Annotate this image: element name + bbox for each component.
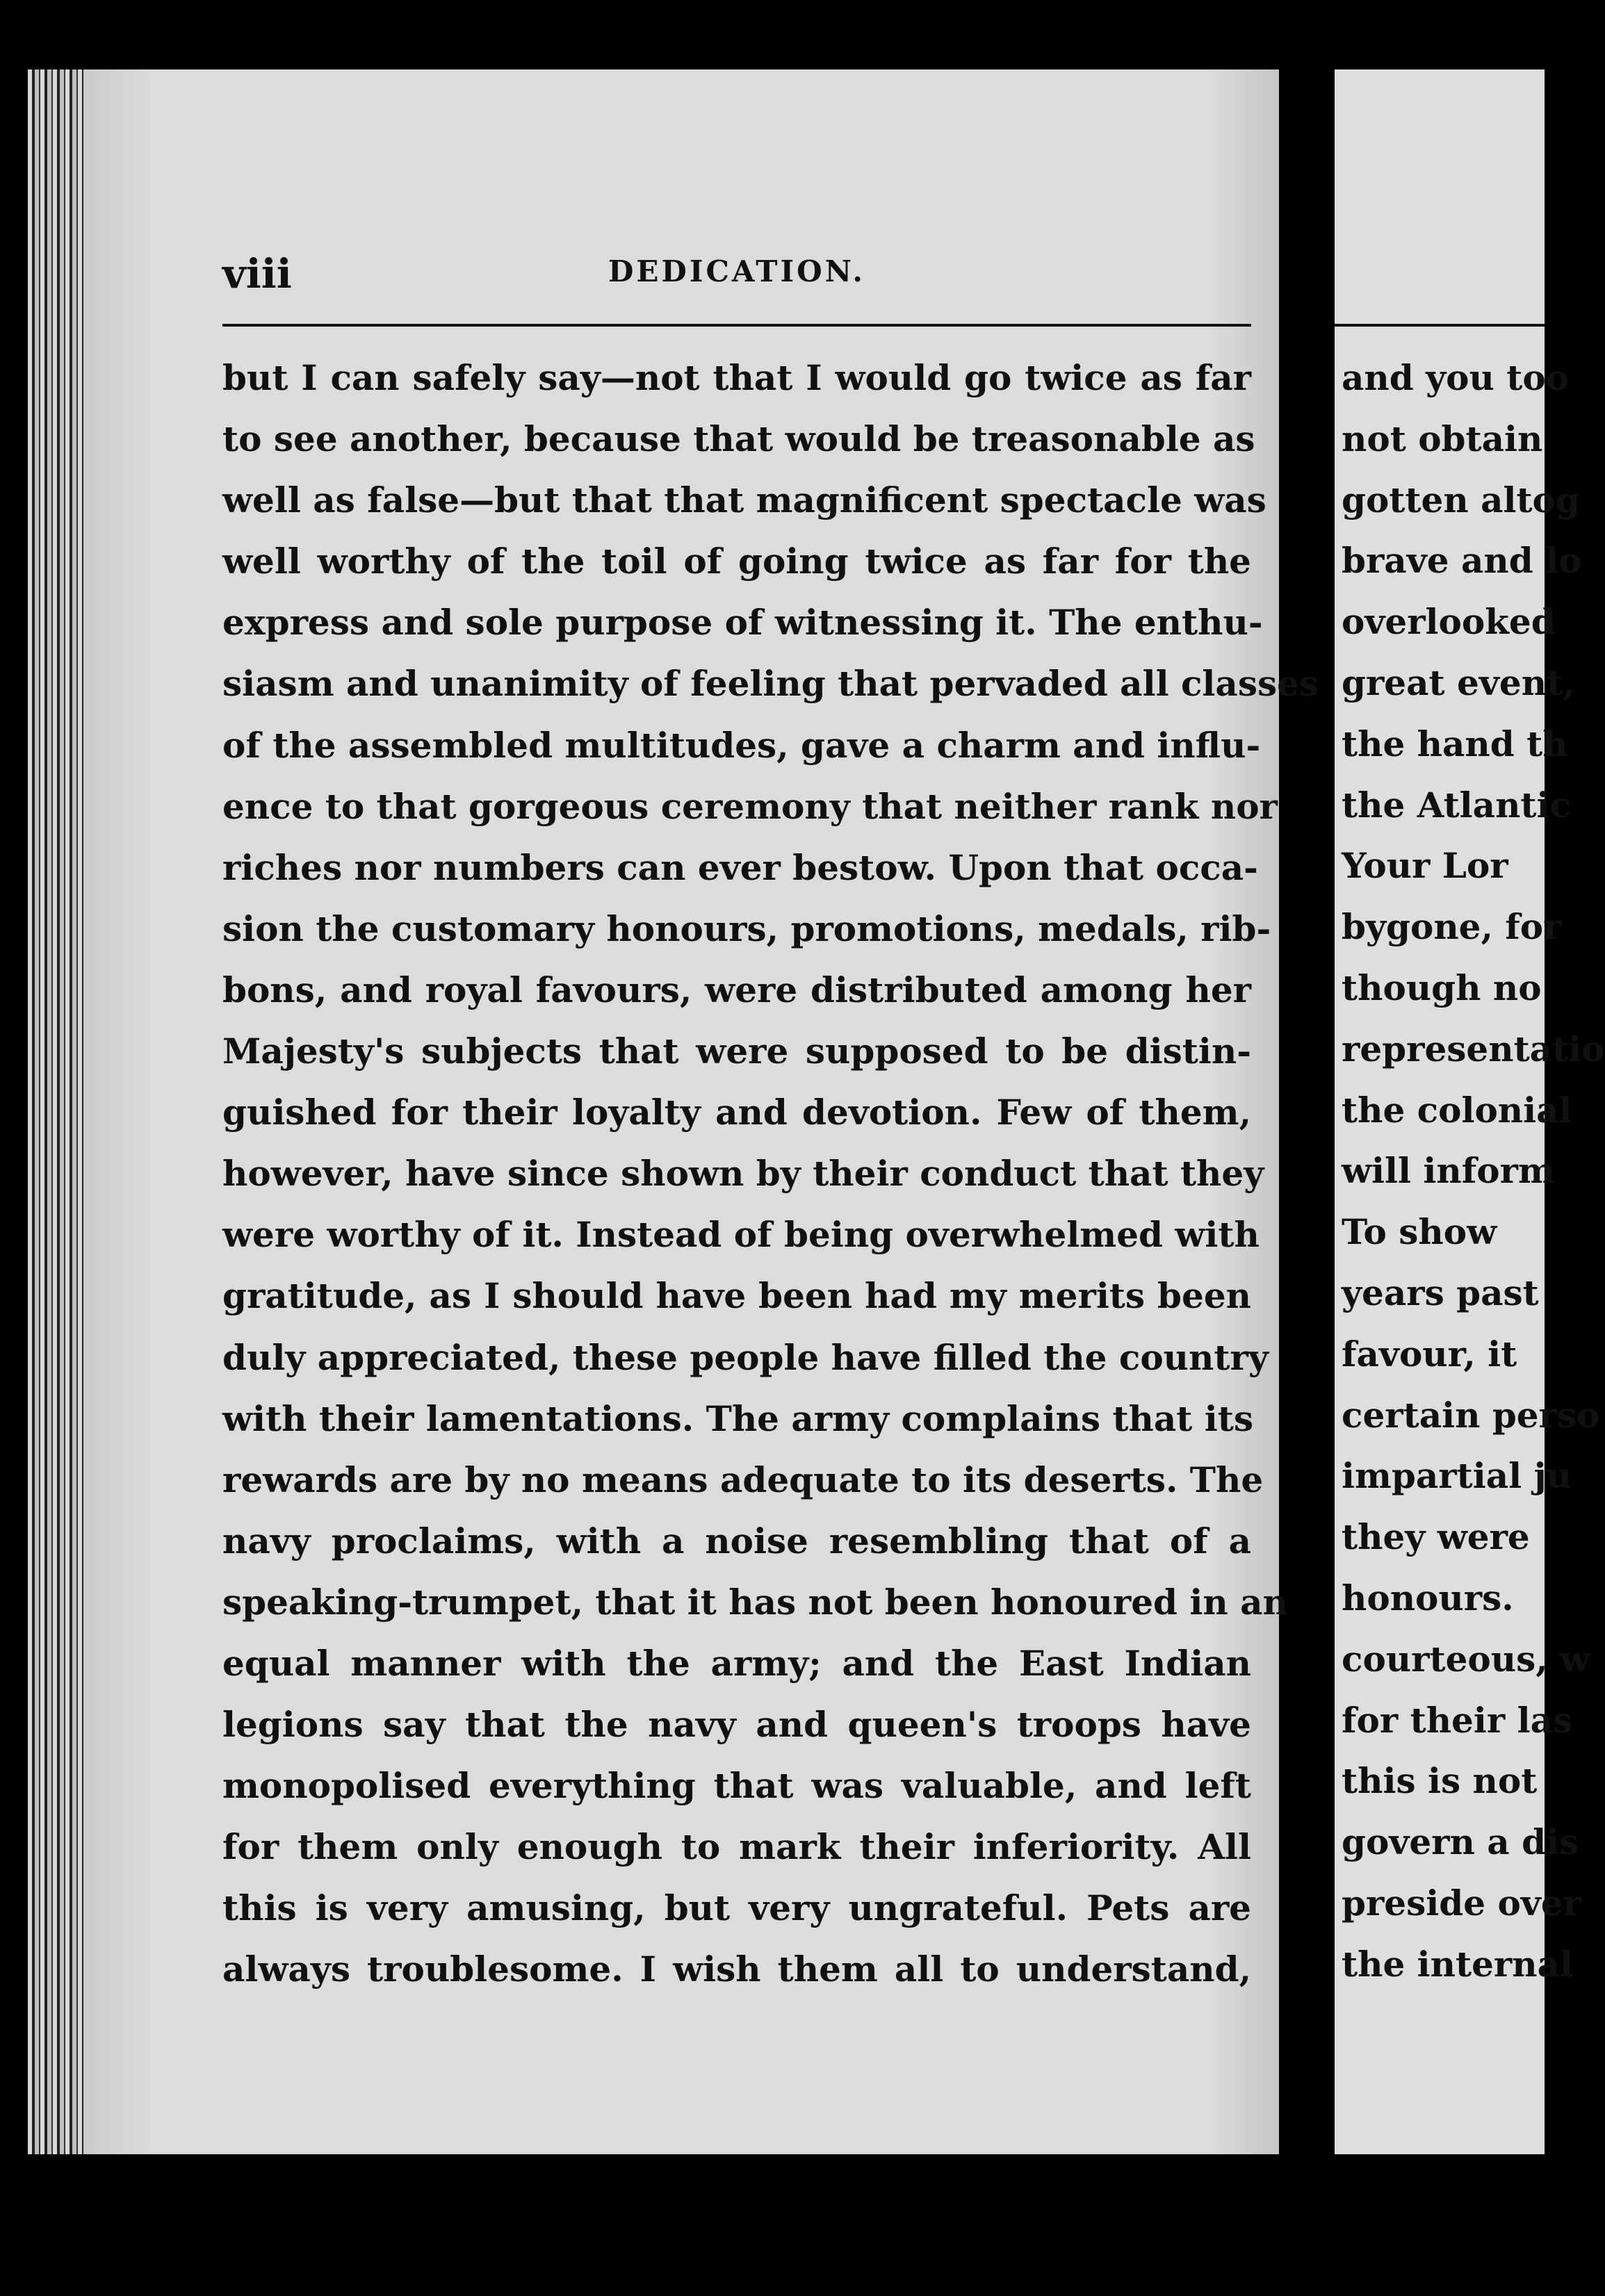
text-line: speaking-trumpet, that it has not been honoured in an (222, 1581, 1288, 1623)
text-line: but I can safely say—not that I would go twice as far (222, 357, 1251, 398)
text-line: legions say that the navy and queen's troops have (222, 1704, 1251, 1746)
text-line: siasm and unanimity of feeling that pervaded all classes (222, 663, 1319, 705)
right-text-line: the colonial (1342, 1089, 1572, 1131)
text-line: ence to that gorgeous ceremony that neither rank nor (222, 785, 1278, 827)
text-line: monopolised everything that was valuable, and left (222, 1765, 1251, 1807)
right-text-line: years past (1342, 1272, 1539, 1313)
page-number: viii (222, 250, 292, 297)
running-head: DEDICATION. (608, 254, 866, 288)
text-line: gratitude, as I should have been had my merits been (222, 1275, 1251, 1317)
right-text-line: not obtain (1342, 418, 1543, 459)
text-line: this is very amusing, but very ungrateful. Pets are (222, 1887, 1251, 1929)
right-text-line: Your Lor (1342, 845, 1508, 887)
right-text-line: they were (1342, 1516, 1530, 1558)
header-rule (222, 324, 1251, 327)
right-text-line: favour, it (1342, 1333, 1517, 1375)
page-header (222, 250, 1251, 299)
text-line: well worthy of the toil of going twice as far for the (222, 541, 1251, 582)
right-text-line: brave and lo (1342, 540, 1582, 582)
right-text-line: great event, (1342, 662, 1575, 703)
text-line: were worthy of it. Instead of being overwhelmed with (222, 1214, 1260, 1256)
text-line: sion the customary honours, promotions, medals, rib- (222, 908, 1271, 949)
text-line: to see another, because that would be treasonable as (222, 418, 1255, 460)
right-text-line: courteous, w (1342, 1638, 1590, 1680)
right-text-line: govern a dis (1342, 1821, 1579, 1863)
right-text-line: impartial ju (1342, 1455, 1572, 1497)
right-text-line: the internal (1342, 1943, 1574, 1985)
right-text-line: preside over (1342, 1882, 1581, 1924)
text-line: always troublesome. I wish them all to understand, (222, 1949, 1251, 1990)
right-text-line: for their las (1342, 1699, 1573, 1741)
right-text-line: certain perso (1342, 1394, 1600, 1436)
right-text-line: the Atlantic (1342, 784, 1571, 826)
text-line: bons, and royal favours, were distributed among her (222, 969, 1251, 1010)
right-text-line: representatio (1342, 1028, 1605, 1069)
right-text-line: this is not (1342, 1760, 1538, 1802)
text-line: equal manner with the army; and the East Indian (222, 1642, 1251, 1684)
text-line: duly appreciated, these people have filled the country (222, 1336, 1269, 1378)
body-text (222, 347, 1319, 2001)
right-header-rule (1335, 324, 1545, 327)
right-text-line: To show (1342, 1211, 1497, 1253)
text-line: express and sole purpose of witnessing it. The enthu- (222, 602, 1263, 643)
right-text-line: though no (1342, 967, 1542, 1008)
right-text-line: will inform (1342, 1150, 1555, 1192)
text-line: riches nor numbers can ever bestow. Upon that occa- (222, 846, 1258, 888)
text-line: well as false—but that that magnificent spectacle was (222, 479, 1266, 521)
right-text-line: and you too (1342, 357, 1570, 398)
text-line: navy proclaims, with a noise resembling that of a (222, 1520, 1251, 1561)
right-text-line: the hand th (1342, 723, 1568, 764)
right-text-line: gotten altog (1342, 479, 1580, 520)
right-page-text (1342, 347, 1605, 1995)
text-line: Majesty's subjects that were supposed to be distin- (222, 1031, 1251, 1072)
text-line: with their lamentations. The army complains that its (222, 1397, 1254, 1439)
right-text-line: overlooked (1342, 601, 1556, 643)
text-line: guished for their loyalty and devotion. Few of them, (222, 1092, 1251, 1133)
text-line: of the assembled multitudes, gave a charm and influ- (222, 724, 1261, 766)
text-line: for them only enough to mark their inferiority. All (222, 1826, 1251, 1868)
text-line: rewards are by no means adequate to its deserts. The (222, 1459, 1264, 1500)
text-line: however, have since shown by their conduct that they (222, 1153, 1264, 1195)
right-text-line: bygone, for (1342, 906, 1562, 948)
right-text-line: honours. (1342, 1577, 1514, 1618)
